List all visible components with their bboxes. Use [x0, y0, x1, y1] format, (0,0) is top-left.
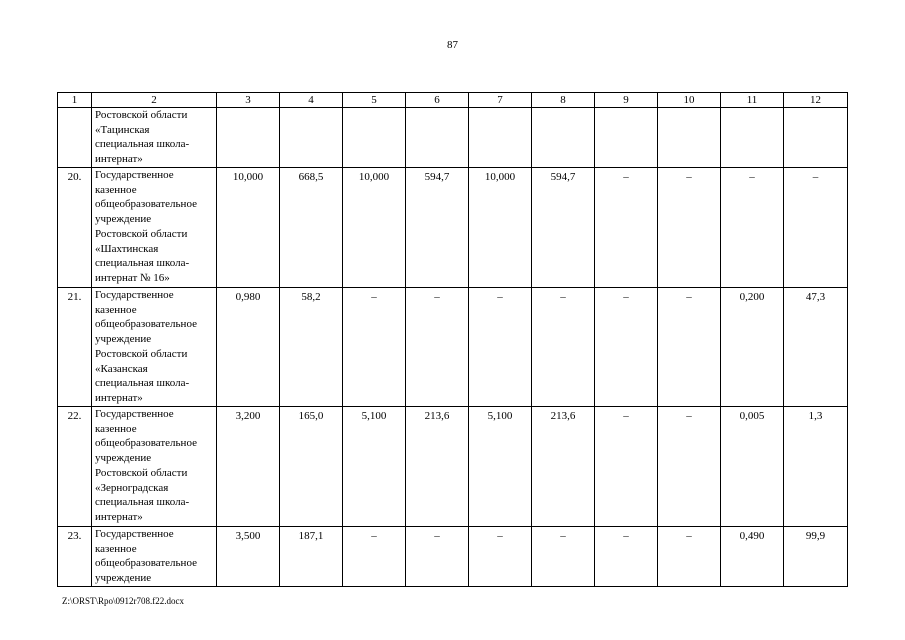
value-cell: 165,0: [280, 407, 343, 527]
value-cell: 10,000: [343, 168, 406, 288]
value-cell: 5,100: [343, 407, 406, 527]
value-cell: 213,6: [406, 407, 469, 527]
file-path-footer: Z:\ORST\Rpo\0912r708.f22.docx: [62, 596, 184, 606]
value-cell: [721, 108, 784, 168]
value-cell: –: [721, 168, 784, 288]
value-cell: –: [469, 527, 532, 587]
value-cell: –: [658, 168, 721, 288]
header-cell: 6: [406, 93, 469, 108]
value-cell: –: [406, 288, 469, 407]
value-cell: 58,2: [280, 288, 343, 407]
value-cell: 594,7: [532, 168, 595, 288]
value-cell: –: [658, 288, 721, 407]
value-cell: 0,490: [721, 527, 784, 587]
row-number: 21.: [58, 288, 92, 407]
value-cell: 47,3: [784, 288, 848, 407]
header-cell: 10: [658, 93, 721, 108]
value-cell: 213,6: [532, 407, 595, 527]
value-cell: [217, 108, 280, 168]
value-cell: –: [532, 527, 595, 587]
value-cell: –: [406, 527, 469, 587]
header-cell: 1: [58, 93, 92, 108]
institution-name: Государственное казенное общеобразовательное учреждение Ростовской области «Шахтинская специальная школа- интернат № 16»: [92, 168, 217, 288]
header-cell: 4: [280, 93, 343, 108]
value-cell: 3,200: [217, 407, 280, 527]
institution-name: Государственное казенное общеобразовательное учреждение: [92, 527, 217, 587]
row-number: 23.: [58, 527, 92, 587]
value-cell: [595, 108, 658, 168]
value-cell: –: [595, 288, 658, 407]
value-cell: [658, 108, 721, 168]
table-row: [58, 527, 848, 587]
table-row: [58, 407, 848, 527]
data-table: [57, 92, 848, 587]
value-cell: [406, 108, 469, 168]
value-cell: 5,100: [469, 407, 532, 527]
value-cell: [469, 108, 532, 168]
value-cell: [280, 108, 343, 168]
value-cell: –: [595, 407, 658, 527]
header-row: [58, 93, 848, 108]
value-cell: 594,7: [406, 168, 469, 288]
institution-name: Государственное казенное общеобразовательное учреждение Ростовской области «Казанская специальная школа- интернат»: [92, 288, 217, 407]
header-cell: 8: [532, 93, 595, 108]
value-cell: [532, 108, 595, 168]
value-cell: 668,5: [280, 168, 343, 288]
row-number: 20.: [58, 168, 92, 288]
header-cell: 3: [217, 93, 280, 108]
value-cell: 0,980: [217, 288, 280, 407]
value-cell: 10,000: [217, 168, 280, 288]
header-cell: 9: [595, 93, 658, 108]
header-cell: 5: [343, 93, 406, 108]
value-cell: 99,9: [784, 527, 848, 587]
header-cell: 2: [92, 93, 217, 108]
value-cell: 0,200: [721, 288, 784, 407]
value-cell: 10,000: [469, 168, 532, 288]
institution-name: Ростовской области «Тацинская специальная школа- интернат»: [92, 108, 217, 168]
value-cell: 1,3: [784, 407, 848, 527]
value-cell: 0,005: [721, 407, 784, 527]
value-cell: –: [532, 288, 595, 407]
value-cell: –: [343, 288, 406, 407]
header-cell: 11: [721, 93, 784, 108]
row-number: 22.: [58, 407, 92, 527]
header-cell: 7: [469, 93, 532, 108]
value-cell: [343, 108, 406, 168]
row-number: [58, 108, 92, 168]
value-cell: [784, 108, 848, 168]
value-cell: –: [469, 288, 532, 407]
value-cell: 187,1: [280, 527, 343, 587]
page-number: 87: [447, 39, 458, 51]
value-cell: –: [784, 168, 848, 288]
value-cell: –: [343, 527, 406, 587]
table-row: [58, 288, 848, 407]
header-cell: 12: [784, 93, 848, 108]
value-cell: –: [595, 168, 658, 288]
value-cell: 3,500: [217, 527, 280, 587]
table-row: [58, 168, 848, 288]
table-row: [58, 108, 848, 168]
institution-name: Государственное казенное общеобразовательное учреждение Ростовской области «Зерноградская специальная школа- интернат»: [92, 407, 217, 527]
value-cell: –: [658, 527, 721, 587]
value-cell: –: [595, 527, 658, 587]
value-cell: –: [658, 407, 721, 527]
